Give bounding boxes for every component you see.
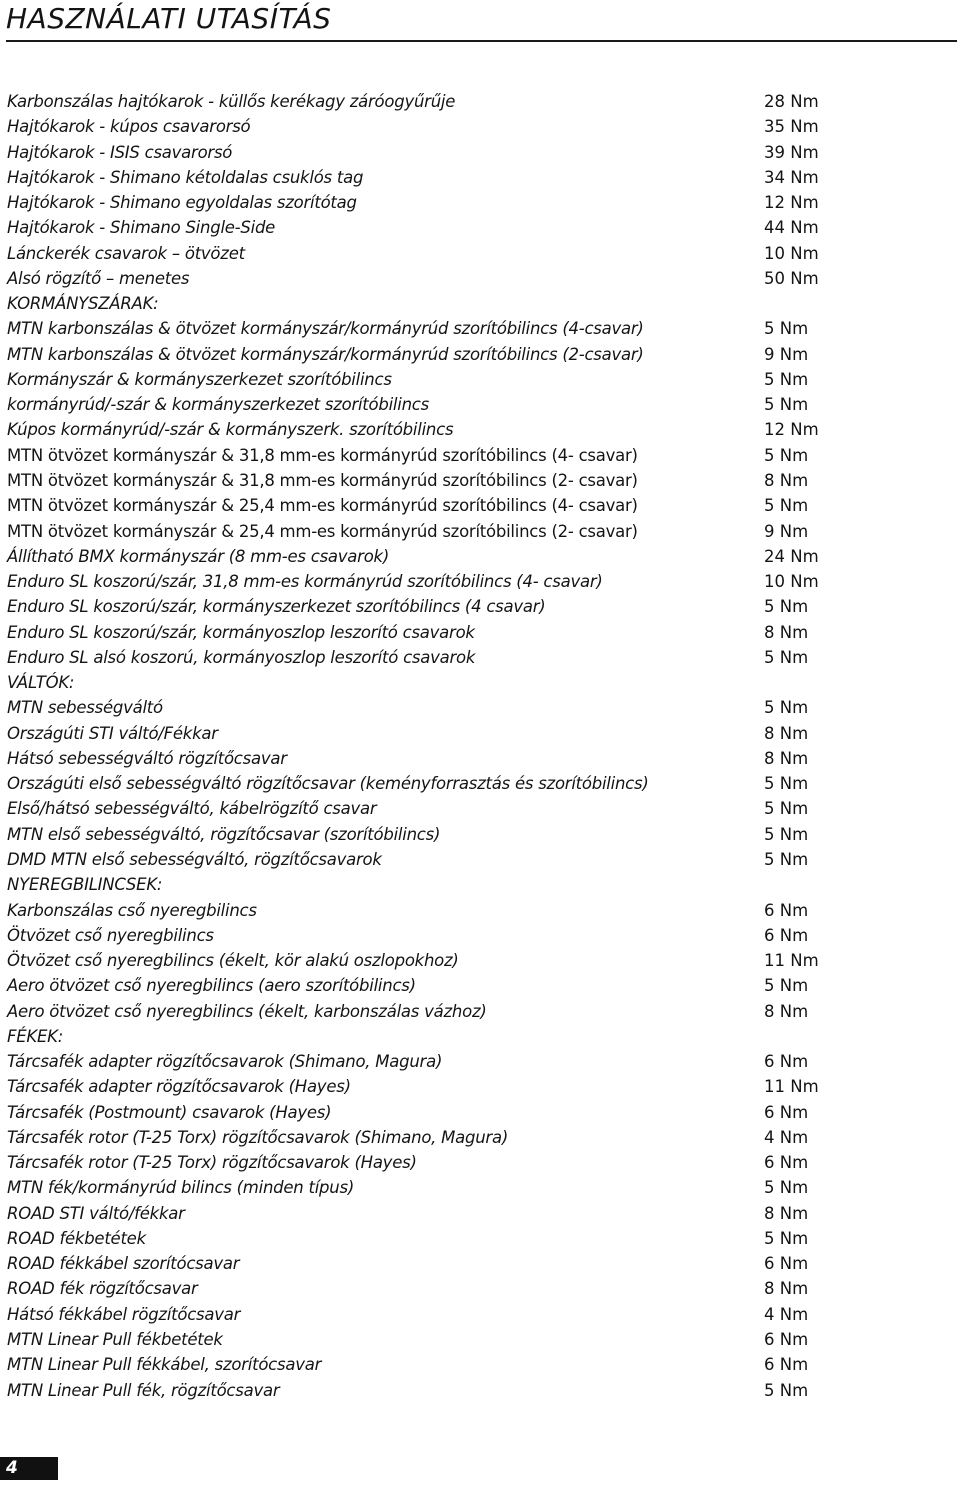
spec-row: [7, 1125, 887, 1150]
spec-label: Alsó rögzítő – menetes: [7, 268, 190, 288]
page-title: HASZNÁLATI UTASÍTÁS: [6, 2, 332, 35]
spec-row: [7, 165, 887, 190]
spec-row: [7, 923, 887, 948]
torque-value: 8 Nm: [764, 622, 809, 642]
torque-value: 10 Nm: [764, 572, 819, 592]
spec-row: [7, 266, 887, 291]
spec-label: Hajtókarok - kúpos csavarorsó: [7, 117, 251, 137]
spec-row: [7, 468, 887, 493]
spec-label: MTN fék/kormányrúd bilincs (minden típus): [7, 1178, 355, 1198]
torque-value: 4 Nm: [764, 1304, 809, 1324]
spec-row: [7, 822, 887, 847]
spec-row: [7, 948, 887, 973]
torque-value: 4 Nm: [764, 1127, 809, 1147]
torque-value: 5 Nm: [764, 976, 809, 996]
spec-label: Lánckerék csavarok – ötvözet: [7, 243, 245, 263]
spec-label: MTN ötvözet kormányszár & 31,8 mm-es kormányrúd szorítóbilincs (2- csavar): [7, 470, 638, 490]
torque-value: 11 Nm: [764, 1077, 819, 1097]
spec-row: [7, 1276, 887, 1301]
spec-row: [7, 114, 887, 139]
spec-row: [7, 316, 887, 341]
spec-label: MTN ötvözet kormányszár & 25,4 mm-es kormányrúd szorítóbilincs (4- csavar): [7, 496, 638, 516]
torque-value: 9 Nm: [764, 521, 809, 541]
torque-value: 5 Nm: [764, 1380, 809, 1400]
spec-label: Tárcsafék rotor (T-25 Torx) rögzítőcsavarok (Hayes): [7, 1153, 417, 1173]
spec-label: MTN ötvözet kormányszár & 31,8 mm-es kormányrúd szorítóbilincs (4- csavar): [7, 445, 638, 465]
torque-value: 8 Nm: [764, 723, 809, 743]
spec-label: Országúti első sebességváltó rögzítőcsavar (keményforrasztás és szorítóbilincs): [7, 774, 649, 794]
spec-label: Enduro SL koszorú/szár, kormányszerkezet szorítóbilincs (4 csavar): [7, 597, 546, 617]
page-footer: [0, 1455, 960, 1485]
torque-value: 8 Nm: [764, 748, 809, 768]
spec-row: [7, 1100, 887, 1125]
torque-value: 5 Nm: [764, 319, 809, 339]
torque-value: 39 Nm: [764, 142, 819, 162]
torque-value: 6 Nm: [764, 900, 809, 920]
section-heading: VÁLTÓK:: [7, 673, 75, 693]
spec-row: [7, 746, 887, 771]
spec-label: Kúpos kormányrúd/-szár & kormányszerk. szorítóbilincs: [7, 420, 454, 440]
torque-value: 6 Nm: [764, 1254, 809, 1274]
torque-value: 5 Nm: [764, 395, 809, 415]
torque-value: 12 Nm: [764, 420, 819, 440]
spec-row: [7, 645, 887, 670]
torque-value: 44 Nm: [764, 218, 819, 238]
spec-row: [7, 1302, 887, 1327]
spec-label: Kormányszár & kormányszerkezet szorítóbilincs: [7, 369, 392, 389]
spec-row: [7, 569, 887, 594]
torque-value: 28 Nm: [764, 92, 819, 111]
spec-row: [7, 1150, 887, 1175]
spec-label: Enduro SL koszorú/szár, 31,8 mm-es kormányrúd szorítóbilincs (4- csavar): [7, 572, 603, 592]
spec-row: [7, 1251, 887, 1276]
torque-value: 10 Nm: [764, 243, 819, 263]
torque-value: 5 Nm: [764, 369, 809, 389]
torque-value: 5 Nm: [764, 824, 809, 844]
spec-row: [7, 140, 887, 165]
spec-row: [7, 190, 887, 215]
spec-row: [7, 1226, 887, 1251]
spec-label: Hátsó fékkábel rögzítőcsavar: [7, 1304, 241, 1324]
spec-row: [7, 1175, 887, 1200]
spec-row: [7, 1352, 887, 1377]
spec-row: [7, 392, 887, 417]
torque-value: 34 Nm: [764, 167, 819, 187]
spec-row: [7, 89, 887, 114]
torque-value: 5 Nm: [764, 1228, 809, 1248]
torque-value: 6 Nm: [764, 1153, 809, 1173]
section-heading-row: [7, 1024, 887, 1049]
torque-value: 5 Nm: [764, 496, 809, 516]
spec-row: [7, 417, 887, 442]
spec-label: Tárcsafék (Postmount) csavarok (Hayes): [7, 1102, 332, 1122]
page-number: 4: [6, 1458, 18, 1478]
spec-label: Hajtókarok - ISIS csavarorsó: [7, 142, 233, 162]
spec-label: Karbonszálas cső nyeregbilincs: [7, 900, 257, 920]
spec-label: DMD MTN első sebességváltó, rögzítőcsavarok: [7, 849, 382, 869]
spec-label: Első/hátsó sebességváltó, kábelrögzítő csavar: [7, 799, 377, 819]
section-heading-row: [7, 291, 887, 316]
spec-label: Ötvözet cső nyeregbilincs: [7, 925, 214, 945]
spec-label: MTN Linear Pull fék, rögzítőcsavar: [7, 1380, 280, 1400]
spec-label: kormányrúd/-szár & kormányszerkezet szorítóbilincs: [7, 395, 429, 415]
spec-label: MTN karbonszálas & ötvözet kormányszár/kormányrúd szorítóbilincs (2-csavar): [7, 344, 644, 364]
spec-row: [7, 620, 887, 645]
spec-label: Tárcsafék adapter rögzítőcsavarok (Hayes): [7, 1077, 351, 1097]
section-heading: NYEREGBILINCSEK:: [7, 875, 163, 895]
spec-row: [7, 1327, 887, 1352]
torque-value: 5 Nm: [764, 445, 809, 465]
spec-label: Aero ötvözet cső nyeregbilincs (ékelt, karbonszálas vázhoz): [7, 1001, 487, 1021]
torque-value: 5 Nm: [764, 647, 809, 667]
spec-row: [7, 847, 887, 872]
spec-label: Karbonszálas hajtókarok - küllős kerékagy záróogyűrűje: [7, 92, 456, 111]
spec-label: Aero ötvözet cső nyeregbilincs (aero szorítóbilincs): [7, 976, 416, 996]
torque-value: 6 Nm: [764, 925, 809, 945]
spec-label: Hajtókarok - Shimano Single-Side: [7, 218, 276, 238]
torque-spec-list: [7, 89, 887, 1403]
spec-row: [7, 443, 887, 468]
spec-row: [7, 342, 887, 367]
spec-row: [7, 1378, 887, 1403]
torque-value: 8 Nm: [764, 470, 809, 490]
spec-row: [7, 493, 887, 518]
torque-value: 50 Nm: [764, 268, 819, 288]
spec-row: [7, 898, 887, 923]
spec-row: [7, 1201, 887, 1226]
spec-row: [7, 999, 887, 1024]
spec-row: [7, 241, 887, 266]
torque-value: 35 Nm: [764, 117, 819, 137]
spec-row: [7, 544, 887, 569]
torque-value: 8 Nm: [764, 1001, 809, 1021]
spec-row: [7, 594, 887, 619]
spec-label: MTN sebességváltó: [7, 698, 163, 718]
page-number-box: [0, 1457, 58, 1480]
torque-value: 5 Nm: [764, 774, 809, 794]
section-heading: KORMÁNYSZÁRAK:: [7, 294, 159, 314]
spec-label: Országúti STI váltó/Fékkar: [7, 723, 218, 743]
torque-value: 5 Nm: [764, 698, 809, 718]
spec-label: ROAD fékkábel szorítócsavar: [7, 1254, 240, 1274]
torque-value: 24 Nm: [764, 546, 819, 566]
spec-label: MTN első sebességváltó, rögzítőcsavar (szorítóbilincs): [7, 824, 441, 844]
torque-value: 8 Nm: [764, 1279, 809, 1299]
spec-label: MTN Linear Pull fékkábel, szorítócsavar: [7, 1355, 322, 1375]
section-heading-row: [7, 872, 887, 897]
spec-label: MTN Linear Pull fékbetétek: [7, 1330, 223, 1350]
torque-value: 5 Nm: [764, 597, 809, 617]
spec-label: Hátsó sebességváltó rögzítőcsavar: [7, 748, 287, 768]
spec-label: MTN karbonszálas & ötvözet kormányszár/kormányrúd szorítóbilincs (4-csavar): [7, 319, 644, 339]
spec-row: [7, 367, 887, 392]
torque-value: 6 Nm: [764, 1355, 809, 1375]
spec-label: ROAD fékbetétek: [7, 1228, 146, 1248]
spec-row: [7, 771, 887, 796]
section-heading: FÉKEK:: [7, 1026, 64, 1046]
page-header: [6, 0, 957, 42]
spec-label: ROAD STI váltó/fékkar: [7, 1203, 185, 1223]
spec-row: [7, 215, 887, 240]
torque-value: 5 Nm: [764, 849, 809, 869]
spec-label: MTN ötvözet kormányszár & 25,4 mm-es kormányrúd szorítóbilincs (2- csavar): [7, 521, 638, 541]
spec-label: Állítható BMX kormányszár (8 mm-es csavarok): [7, 546, 390, 566]
spec-label: Tárcsafék rotor (T-25 Torx) rögzítőcsavarok (Shimano, Magura): [7, 1127, 509, 1147]
spec-row: [7, 973, 887, 998]
spec-label: Ötvözet cső nyeregbilincs (ékelt, kör alakú oszlopokhoz): [7, 951, 459, 971]
spec-row: [7, 695, 887, 720]
spec-label: Enduro SL alsó koszorú, kormányoszlop leszorító csavarok: [7, 647, 476, 667]
torque-value: 9 Nm: [764, 344, 809, 364]
torque-value: 6 Nm: [764, 1330, 809, 1350]
spec-label: ROAD fék rögzítőcsavar: [7, 1279, 198, 1299]
torque-value: 12 Nm: [764, 193, 819, 213]
torque-value: 8 Nm: [764, 1203, 809, 1223]
torque-value: 5 Nm: [764, 799, 809, 819]
torque-value: 5 Nm: [764, 1178, 809, 1198]
spec-row: [7, 721, 887, 746]
torque-value: 6 Nm: [764, 1052, 809, 1072]
spec-label: Enduro SL koszorú/szár, kormányoszlop leszorító csavarok: [7, 622, 475, 642]
spec-row: [7, 796, 887, 821]
torque-value: 6 Nm: [764, 1102, 809, 1122]
torque-value: 11 Nm: [764, 951, 819, 971]
spec-row: [7, 1049, 887, 1074]
spec-label: Tárcsafék adapter rögzítőcsavarok (Shimano, Magura): [7, 1052, 443, 1072]
spec-label: Hajtókarok - Shimano egyoldalas szorítótag: [7, 193, 357, 213]
section-heading-row: [7, 670, 887, 695]
spec-row: [7, 519, 887, 544]
spec-row: [7, 1074, 887, 1099]
spec-label: Hajtókarok - Shimano kétoldalas csuklós tag: [7, 167, 364, 187]
